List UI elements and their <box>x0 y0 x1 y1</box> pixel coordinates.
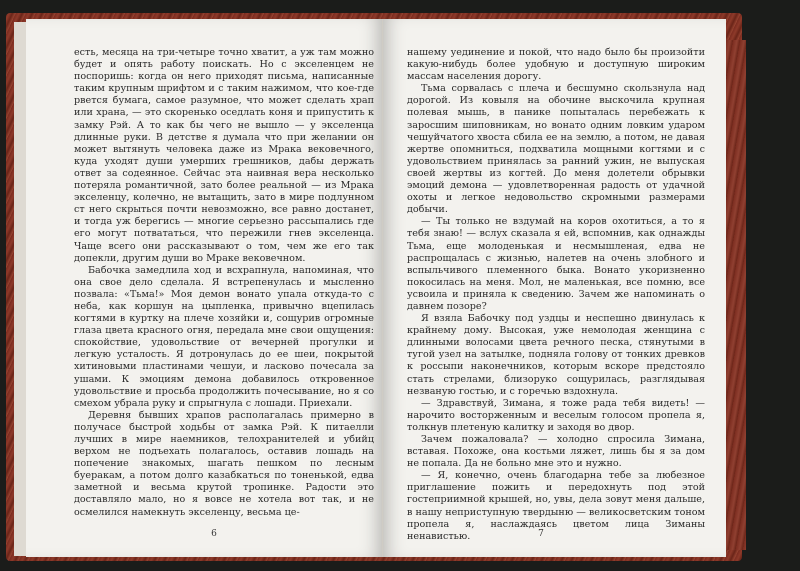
page-stack-edge <box>14 22 26 556</box>
paragraph: нашему уединение и покой, что надо было бы произойти какую-нибудь более удобную и доступную широким массам населения дорогу. <box>407 47 705 83</box>
paragraph: Я взяла Бабочку под уздцы и неспешно двинулась к крайнему дому. Высокая, уже немолодая женщина с длинными волосами цвета речного песка, стянутыми в тугой узел на затылке, подняла голову от тонких древков к россыпи наконечников, которым вскоре предстояло стать стрелами, близоруко сощурилась, разглядывая незваную гостью, и с горечью вздохнула. <box>407 313 705 397</box>
page-number: 7 <box>538 529 544 539</box>
paragraph: — Здравствуй, Зимана, я тоже рада тебя видеть! — нарочито восторженным и веселым голосом пропела я, толкнув плетеную калитку и заходя во двор. <box>407 397 705 433</box>
left-page-text <box>74 47 374 519</box>
right-page <box>383 19 726 557</box>
book-cover-edge <box>726 40 746 550</box>
paragraph: Деревня бывших храпов располагалась примерно в получасе быстрой ходьбы от замка Рэй. К питаелли лучших в мире наемников, телохранителей и убийц верхом не подъехать полагалось, оставив лошадь на попечение знакомых, шагать пешком по лесным буеракам, а потом долго казабкаться по тоненькой, едва заметной и весьма крутой тропинке. Радости это доставляло мало, но я вовсе не хотела вот так, и не осмелился намекнуть экселенцу, весьма це- <box>74 409 374 518</box>
right-page-text <box>407 47 705 543</box>
paragraph: — Я, конечно, очень благодарна тебе за любезное приглашение пожить и передохнуть под этой гостеприимной крышей, но, увы, дела зовут меня дальше, в нашу неприступную твердыню — великосветским тоном пропела я, наслаждаясь цветом лица Зиманы ненавистью. <box>407 470 705 542</box>
page-number: 6 <box>211 529 217 539</box>
paragraph: есть, месяца на три-четыре точно хватит, а уж там можно будет и опять работу поискать. Но с экселенцем не поспоришь: когда он него приходят письма, написанные таким крупным шрифтом и с таким нажимом, что кое-где рвется бумага, самое разумное, что может сделать храп или храна, — это скоренько оседлать коня и припустить к замку Рэй. А то как бы чего не вышло — у экселенца длинные руки. В детстве я думала что при желании он может вытянуть человека даже из Мрака вековечного, куда уходят души умерших грешников, дабы держать ответ за содеянное. Сейчас эта наивная вера несколько потеряла романтичной, зато более реальной — из Мрака экселенцу, колечно, не вытащить, зато в мире подлунном ст него скрыться почти невозможно, все равно достанет, и тогда уж берегись — многие серьезно рассыпались где его могут потвататься, что пережили гнев экселенца. Чаще всего они рассказывают о том, чем же его так допекли, другим души во Мраке вековечном. <box>74 47 374 264</box>
paragraph: — Ты только не вздумай на коров охотиться, а то я тебя знаю! — вслух сказала я ей, вспомнив, как однажды Тьма, еще молоденькая и несмышленая, едва не распрощалась с жизнью, налетев на очень злобного и вспыльчивого племенного быка. Вонато укоризненно покосилась на меня. Мол, не маленькая, все помню, все усвоила и приняла к сведению. Зачем же напоминать о давнем позоре? <box>407 216 705 312</box>
paragraph: Зачем пожаловала? — холодно спросила Зимана, вставая. Похоже, она костьми ляжет, лишь бы я за дом не попала. Да не больно мне это и нужно. <box>407 434 705 470</box>
paragraph: Тьма сорвалась с плеча и бесшумно скользнула над дорогой. Из ковыля на обочине выскочила крупная полевая мышь, в панике попыталась перебежать к заросшим шиповникам, но вонато одним ловким ударом чешуйчатого хвоста сбила ее на землю, а потом, не давая жертве опомниться, подхватила мощными когтями и с удовольствием принялась за ранний ужин, не выпуская своей жертвы из когтей. До меня долетели обрывки эмоций демона — удовлетворенная радость от удачной охоты и легкое недовольство скромными размерами добычи. <box>407 83 705 216</box>
paragraph: Бабочка замедлила ход и всхрапнула, напоминая, что она свое дело сделала. Я встрепенулась и мысленно позвала: «Тьма!» Моя демон вонато упала откуда-то с неба, как коршун на цыпленка, привычно вцепилась когтями в куртку на плече хозяйки и, сощурив огромные глаза цвета красного огня, передала мне свои ощущения: спокойствие, удовольствие от вечерней прогулки и легкую усталость. Я дотронулась до ее шеи, покрытой хитиновыми пластинами чешуи, и ласково почесала за ушами. К эмоциям демона добавилось откровенное удовольствие и просьба продолжить почесывание, но я со смехом убрала руку и спрыгнула с лошади. Приехали. <box>74 264 374 409</box>
left-page <box>26 19 383 557</box>
